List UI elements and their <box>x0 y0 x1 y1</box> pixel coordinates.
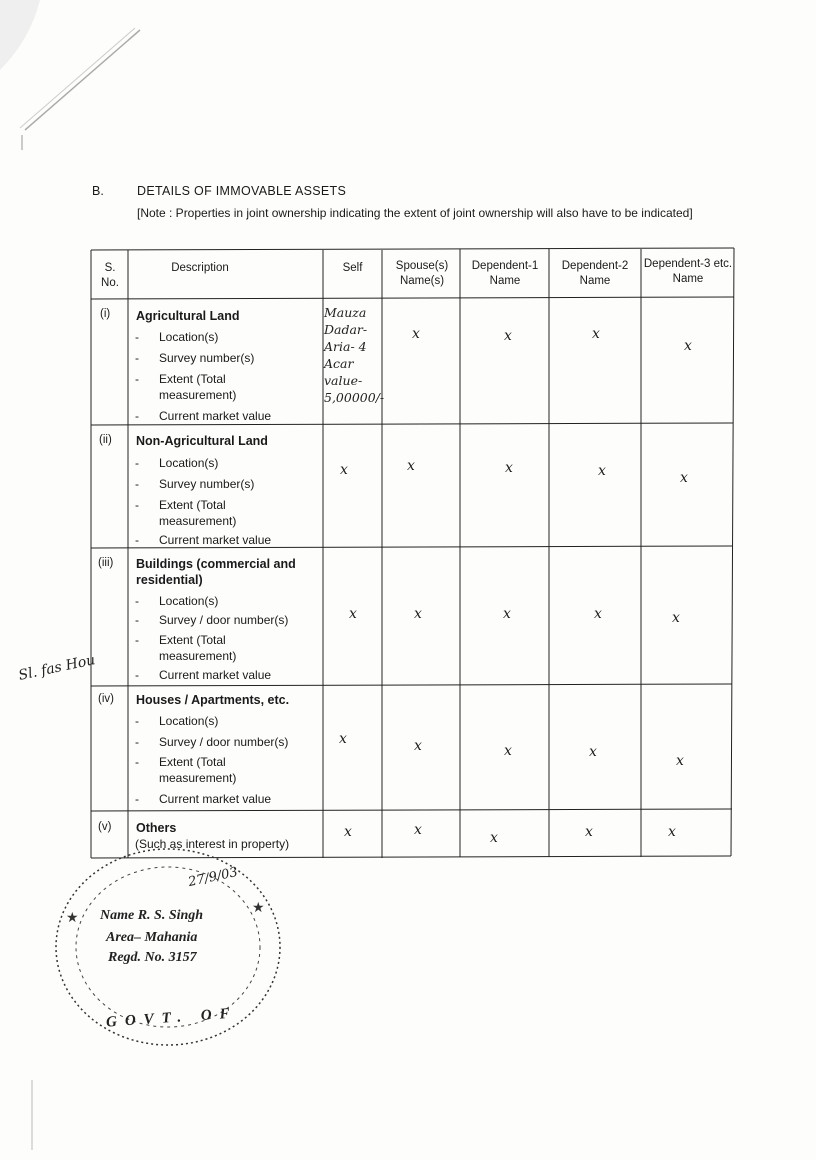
row-1-dep1-mark: x <box>504 328 512 344</box>
row-1-item-4: - Current market value <box>135 409 272 423</box>
row-2-spouse-mark: x <box>407 458 415 474</box>
row-2-item-1: - Location(s) <box>135 456 219 470</box>
row-4-item-3: - Extent (Total measurement) <box>135 755 237 785</box>
row-3-title: Buildings (commercial and residential) <box>136 557 296 587</box>
header-description: Description <box>171 262 229 274</box>
notary-stamp <box>48 842 288 1052</box>
row-3-item-1: - Location(s) <box>135 594 219 608</box>
row-3-dep2-mark: x <box>594 606 602 622</box>
row-1-item-2: - Survey number(s) <box>135 351 255 365</box>
margin-handwritten-note: Sl. fas Hou <box>17 652 97 684</box>
header-spouse: Spouse(s) Name(s) <box>395 260 449 287</box>
row-5-dep1-mark: x <box>490 830 498 846</box>
row-2-self-mark: x <box>340 462 348 478</box>
row-2-item-4: - Current market value <box>135 533 272 547</box>
row-4-dep1-mark: x <box>504 743 512 759</box>
row-3-sno: (iii) <box>98 557 114 569</box>
row-1-dep2-mark: x <box>592 326 600 342</box>
row-2-title: Non-Agricultural Land <box>136 434 268 448</box>
row-1-self-handwritten: Mauza Dadar- Aria- 4 Acar value- 5,00000/- <box>324 305 385 405</box>
row-2-dep1-mark: x <box>505 460 513 476</box>
row-3-item-2: - Survey / door number(s) <box>135 613 289 627</box>
section-note: [Note : Properties in joint ownership indicating the extent of joint ownership will also have to be indicated] <box>137 206 693 220</box>
row-1-item-3: - Extent (Total measurement) <box>135 372 237 402</box>
row-1-title: Agricultural Land <box>136 309 240 323</box>
row-4-item-1: - Location(s) <box>135 714 219 728</box>
scan-edge-line <box>28 1080 38 1160</box>
row-2-sno: (ii) <box>99 434 112 446</box>
row-1-item-1: - Location(s) <box>135 330 219 344</box>
row-4-sno: (iv) <box>98 693 114 705</box>
header-dependent-1: Dependent-1 Name <box>471 260 539 287</box>
row-2-dep3-mark: x <box>680 470 688 486</box>
row-2-item-2: - Survey number(s) <box>135 477 255 491</box>
row-3-dep3-mark: x <box>672 610 680 626</box>
row-5-sno: (v) <box>98 821 112 833</box>
svg-text:★: ★ <box>252 899 265 915</box>
stamp-regd-no: Regd. No. 3157 <box>108 950 197 965</box>
row-4-dep2-mark: x <box>589 744 597 760</box>
row-3-dep1-mark: x <box>503 606 511 622</box>
row-5-self-mark: x <box>344 824 352 840</box>
row-4-item-4: - Current market value <box>135 792 272 806</box>
row-4-self-mark: x <box>339 731 347 747</box>
row-2-dep2-mark: x <box>598 463 606 479</box>
row-1-dep3-mark: x <box>684 338 692 354</box>
stamp-signature-date: 27/9/03 <box>186 864 240 891</box>
row-4-item-2: - Survey / door number(s) <box>135 735 289 749</box>
stamp-name: Name R. S. Singh <box>100 908 204 923</box>
row-5-dep2-mark: x <box>585 824 593 840</box>
row-4-spouse-mark: x <box>414 738 422 754</box>
svg-text:★: ★ <box>66 909 79 925</box>
row-5-title: Others <box>136 821 177 835</box>
header-self: Self <box>342 262 363 274</box>
row-1-spouse-mark: x <box>412 326 420 342</box>
header-dependent-2: Dependent-2 Name <box>561 260 629 287</box>
row-3-self-mark: x <box>349 606 357 622</box>
row-1-sno: (i) <box>100 308 111 320</box>
stamp-area: Area– Mahania <box>106 930 198 945</box>
row-4-dep3-mark: x <box>676 753 684 769</box>
row-5-spouse-mark: x <box>414 822 422 838</box>
row-4-title: Houses / Apartments, etc. <box>136 693 290 707</box>
row-3-item-4: - Current market value <box>135 668 272 682</box>
section-title: DETAILS OF IMMOVABLE ASSETS <box>137 184 347 198</box>
section-letter: B. <box>92 184 104 198</box>
stamp-ring-text: GOVT. OF <box>105 1005 239 1031</box>
row-2-item-3: - Extent (Total measurement) <box>135 498 237 528</box>
row-3-item-3: - Extent (Total measurement) <box>135 633 237 663</box>
row-3-spouse-mark: x <box>414 606 422 622</box>
header-dependent-3: Dependent-3 etc. Name <box>643 258 733 285</box>
row-5-dep3-mark: x <box>668 824 676 840</box>
row-5-item-1: (Such as interest in property) <box>135 837 290 851</box>
header-sno: S. No. <box>101 262 119 289</box>
